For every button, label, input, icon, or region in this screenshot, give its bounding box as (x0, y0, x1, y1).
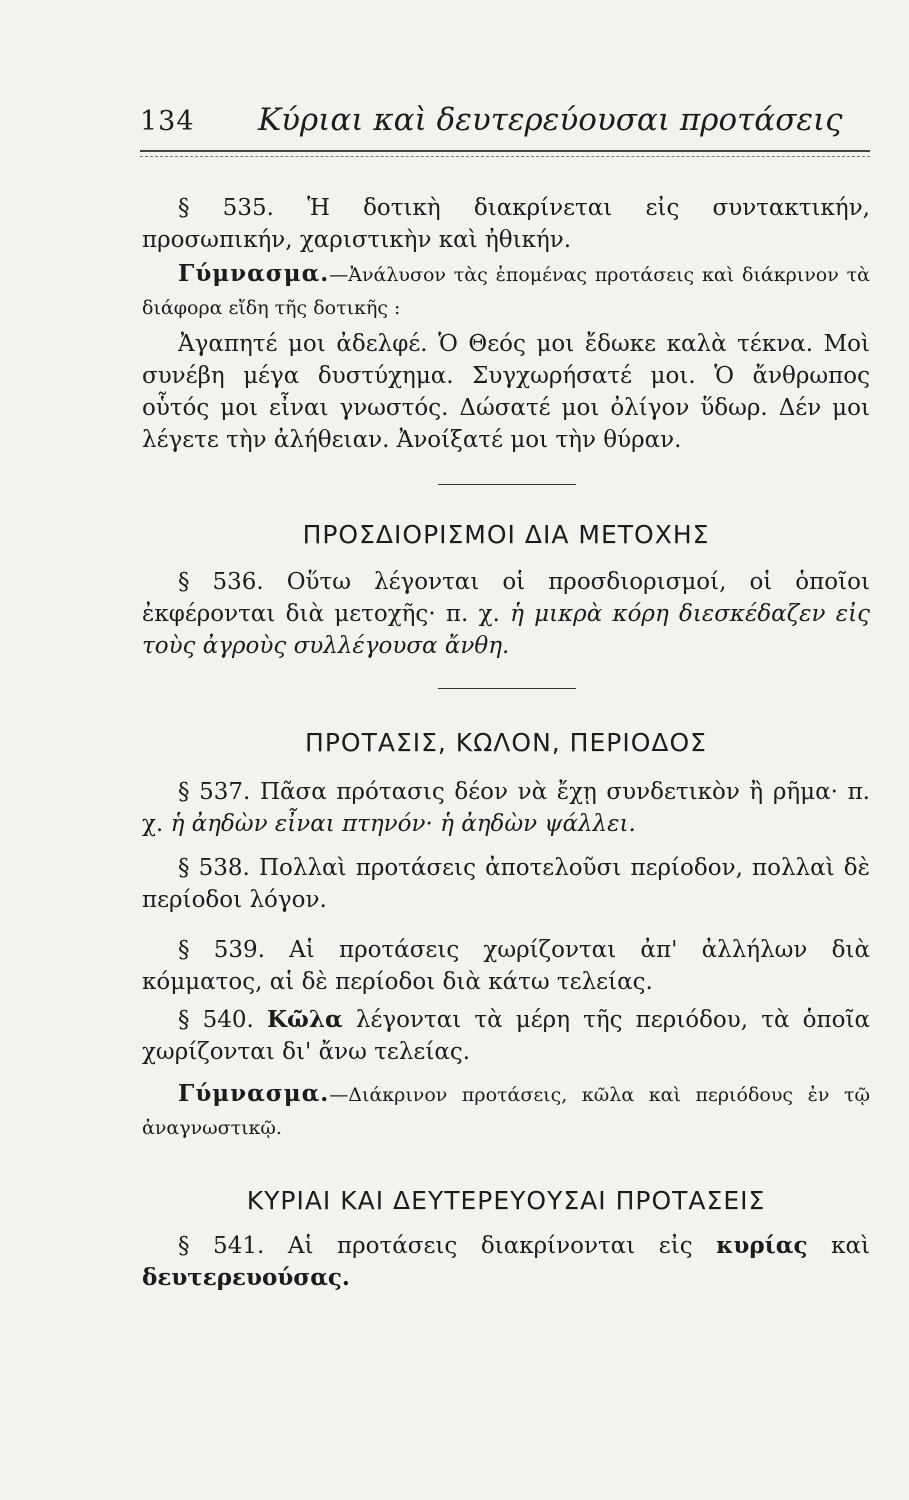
paragraph-537-example: ἡ ἀηδὼν εἶναι πτηνόν· ἡ ἀηδὼν ψάλλει. (170, 811, 636, 837)
exercise-2 (142, 1078, 870, 1144)
running-title: Κύριαι καὶ δευτερεύουσαι προτάσεις (258, 102, 843, 138)
exercise-1-instruction: —Ἀνάλυσον τὰς ἑπομένας προτάσεις καὶ διάκρινον τὰ διάφορα εἴδη τῆς δοτικῆς : (142, 264, 870, 319)
paragraph-541 (142, 1230, 870, 1294)
paragraph-535-text: § 535. Ἡ δοτικὴ διακρίνεται εἰς συντακτικήν, προσωπικήν, χαριστικὴν καὶ ἠθικήν. (142, 195, 870, 253)
heading-kyriai: ΚΥΡΙΑΙ ΚΑΙ ΔΕΥΤΕΡΕΥΟΥΣΑΙ ΠΡΟΤΑΣΕΙΣ (246, 1186, 766, 1215)
paragraph-536-example: ἡ μικρὰ κόρη διεσκέδαζεν εἰς τοὺς ἀγροὺς συλλέγουσα ἄνθη. (142, 601, 870, 659)
exercise-1 (142, 258, 870, 456)
paragraph-539-text: § 539. Αἱ προτάσεις χωρίζονται ἀπ' ἀλλήλων διὰ κόμματος, αἱ δὲ περίοδοι διὰ κάτω τελείας. (142, 937, 870, 995)
paragraph-536 (142, 566, 870, 662)
exercise-1-examples: Ἀγαπητέ μοι ἀδελφέ. Ὁ Θεός μοι ἔδωκε καλὰ τέκνα. Μοὶ συνέβη μέγα δυστύχημα. Συγχωρήσατέ μοι. Ὁ ἄνθρωπος οὗτός μοι εἶναι γνωστός. Δώσατέ μοι ὀλίγον ὕδωρ. Δέν μοι λέγετε τὴν ἀλήθειαν. Ἀνοίξατέ μοι τὴν θύραν. (142, 331, 870, 453)
paragraph-537 (142, 776, 870, 840)
page-number: 134 (140, 106, 195, 137)
section-divider-1 (438, 484, 576, 485)
paragraph-540-term: Κῶλα (267, 1006, 343, 1033)
paragraph-541-text: § 541. Αἱ προτάσεις διακρίνονται εἰς (178, 1233, 693, 1259)
running-head (140, 100, 870, 144)
section-divider-2 (438, 688, 576, 689)
paragraph-540-prefix: § 540. (178, 1007, 254, 1033)
exercise-2-label: Γύμνασμα. (178, 1080, 330, 1107)
paragraph-535 (142, 192, 870, 256)
exercise-2-instruction: —Διάκρινον προτάσεις, κῶλα καὶ περιόδους ἐν τῷ ἀναγνωστικῷ. (142, 1084, 870, 1139)
exercise-1-label: Γύμνασμα. (178, 260, 330, 287)
paragraph-536-text: § 536. Οὕτω λέγονται οἱ προσδιορισμοί, οἱ ὁποῖοι ἐκφέρονται διὰ μετοχῆς· π. χ. (142, 569, 870, 627)
paragraph-541-conj: καὶ (831, 1233, 870, 1259)
paragraph-541-term-deutereuousas: δευτερευούσας. (142, 1264, 350, 1291)
heading-protasis: ΠΡΟΤΑΣΙΣ, ΚΩΛΟΝ, ΠΕΡΙΟΔΟΣ (305, 728, 707, 757)
paragraph-538-text: § 538. Πολλαὶ προτάσεις ἀποτελοῦσι περίοδον, πολλαὶ δὲ περίοδοι λόγον. (142, 855, 870, 913)
paragraph-540 (142, 1004, 870, 1068)
paragraph-537-text: § 537. Πᾶσα πρότασις δέον νὰ ἔχῃ συνδετικὸν ἢ ρῆμα· π. χ. (142, 779, 870, 837)
paragraph-539 (142, 934, 870, 998)
heading-prosdiorismoi: ΠΡΟΣΔΙΟΡΙΣΜΟΙ ΔΙΑ ΜΕΤΟΧΗΣ (302, 520, 710, 549)
paragraph-540-text: λέγονται τὰ μέρη τῆς περιόδου, τὰ ὁποῖα χωρίζονται δι' ἄνω τελείας. (142, 1007, 870, 1065)
paragraph-541-term-kyrias: κυρίας (716, 1232, 808, 1259)
paragraph-538 (142, 852, 870, 916)
header-rule (140, 150, 870, 157)
